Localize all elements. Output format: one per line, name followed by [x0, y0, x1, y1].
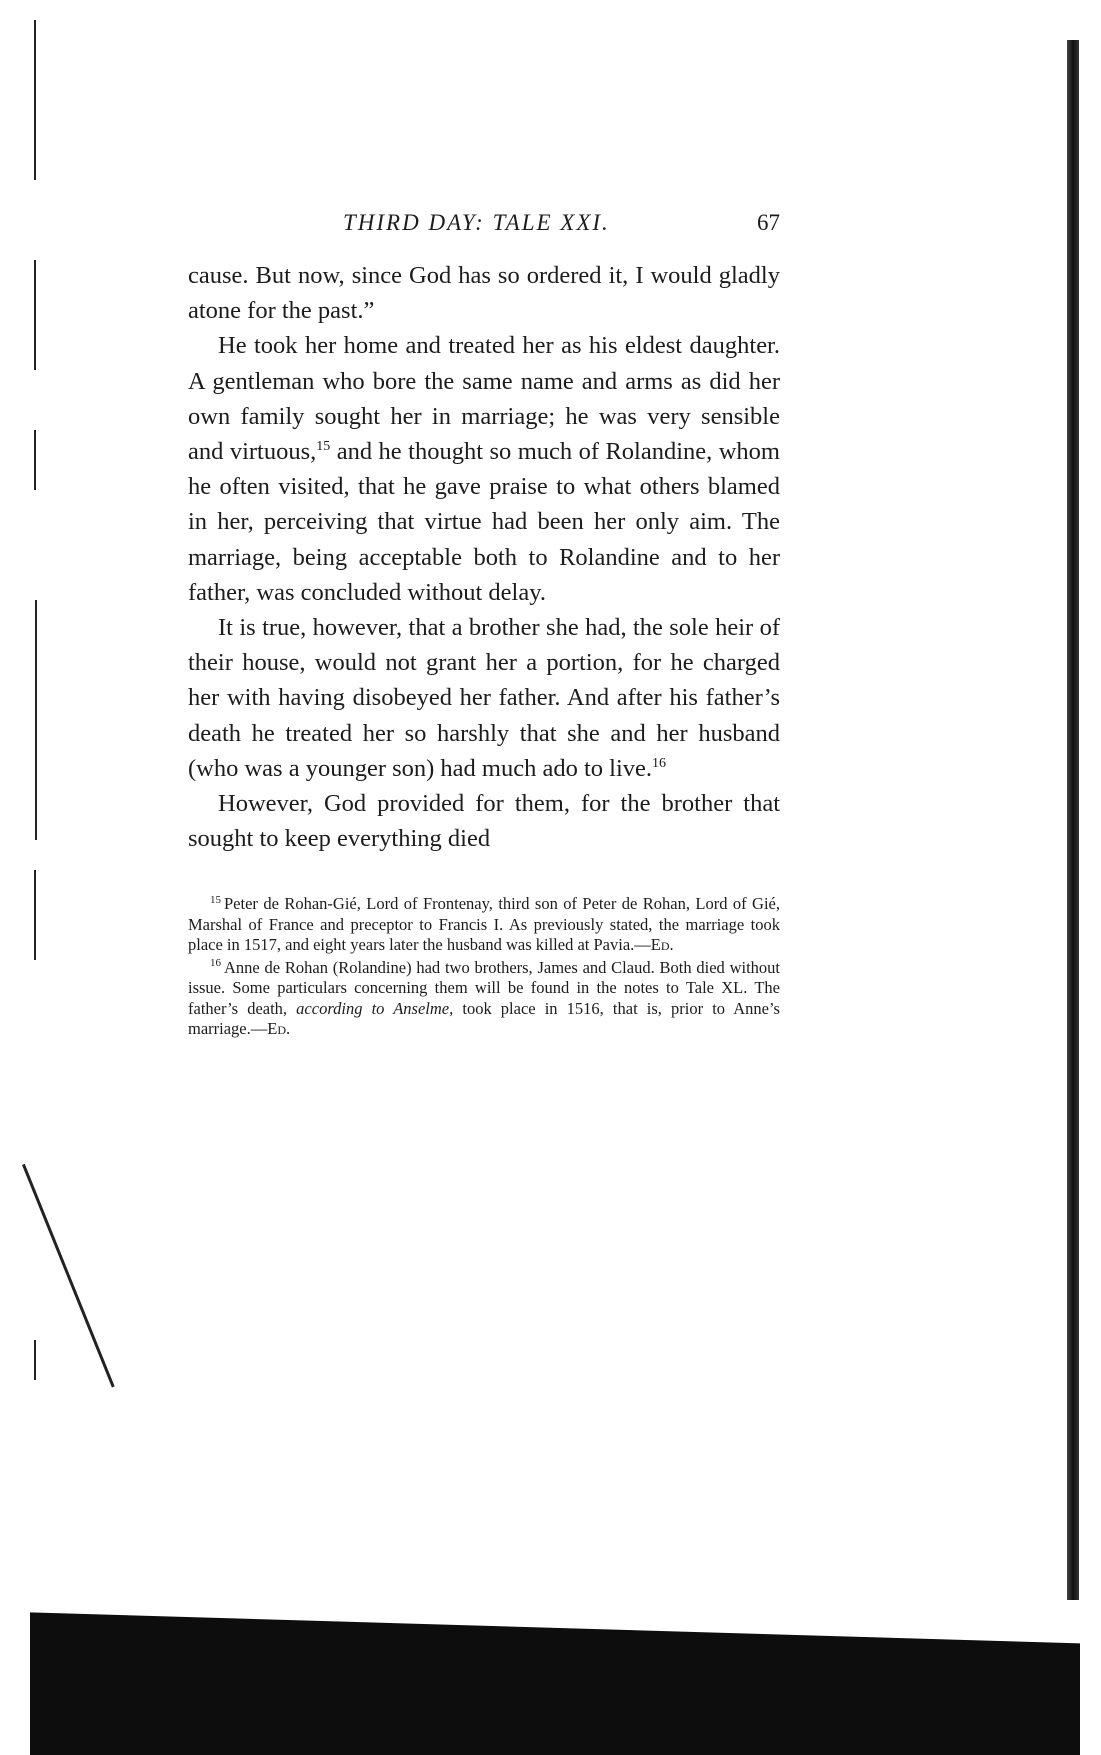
paragraph-text: However, God provided for them, for the brother that sought to keep everything died: [188, 790, 780, 853]
footnote: [188, 894, 780, 956]
footnote: [188, 958, 780, 1040]
paragraph: [188, 610, 780, 786]
paragraph-text: He took her home and treated her as his eldest daughter. A gentleman who bore the same name and arms as did her own family sought her in marriage; he was very sensible and virtuous,: [188, 332, 780, 466]
footnote-reference: 15: [316, 438, 331, 454]
page-number: 67: [757, 210, 780, 235]
paragraph-text: cause. But now, since God has so ordered it, I would gladly atone for the past.”: [188, 262, 780, 325]
footnotes: [188, 894, 780, 1040]
book-page: [188, 210, 780, 1042]
footnote-italic-text: according to Anselme,: [296, 998, 454, 1018]
footnote-text: Peter de Rohan-Gié, Lord of Frontenay, third son of Peter de Rohan, Lord of Gié, Marshal of France and preceptor to Francis I. As previously stated, the marriage took place in 1517, and eight years later the husband was killed at Pavia.—: [188, 894, 780, 955]
running-head: [188, 210, 780, 250]
footnote-number: 15: [210, 893, 221, 906]
paragraph: [188, 328, 780, 610]
paragraph: [188, 786, 780, 856]
paragraph: [188, 258, 780, 328]
footnote-reference: 16: [652, 755, 667, 771]
footnote-text: took place in 1516, that is, prior to Anne’s marriage.—: [188, 998, 780, 1039]
footnote-text: Anne de Rohan (Rolandine) had two brothers, James and Claud. Both died without issue. Some particulars concerning them will be found in the notes to Tale XL. The father’s death,: [188, 957, 780, 1018]
footnote-number: 16: [210, 957, 221, 970]
editor-mark: Ed.: [650, 935, 674, 955]
paragraph-text: It is true, however, that a brother she had, the sole heir of their house, would not grant her a portion, for he charged her with having disobeyed her father. And after his father’s death he treated her so harshly that she and her husband (who was a younger son) had much ado to live.: [188, 614, 780, 782]
scan-edge-left: [34, 0, 38, 1420]
scan-edge-right: [1067, 40, 1079, 1600]
running-title: THIRD DAY: TALE XXI.: [343, 210, 610, 235]
paragraph-text: and he thought so much of Rolandine, whom he often visited, that he gave praise to what others blamed in her, perceiving that virtue had been her only aim. The marriage, being acceptable both to Rolandine and to her father, was concluded without delay.: [188, 438, 780, 606]
editor-mark: Ed.: [267, 1019, 291, 1039]
scan-bottom-shadow: [30, 1600, 1080, 1755]
